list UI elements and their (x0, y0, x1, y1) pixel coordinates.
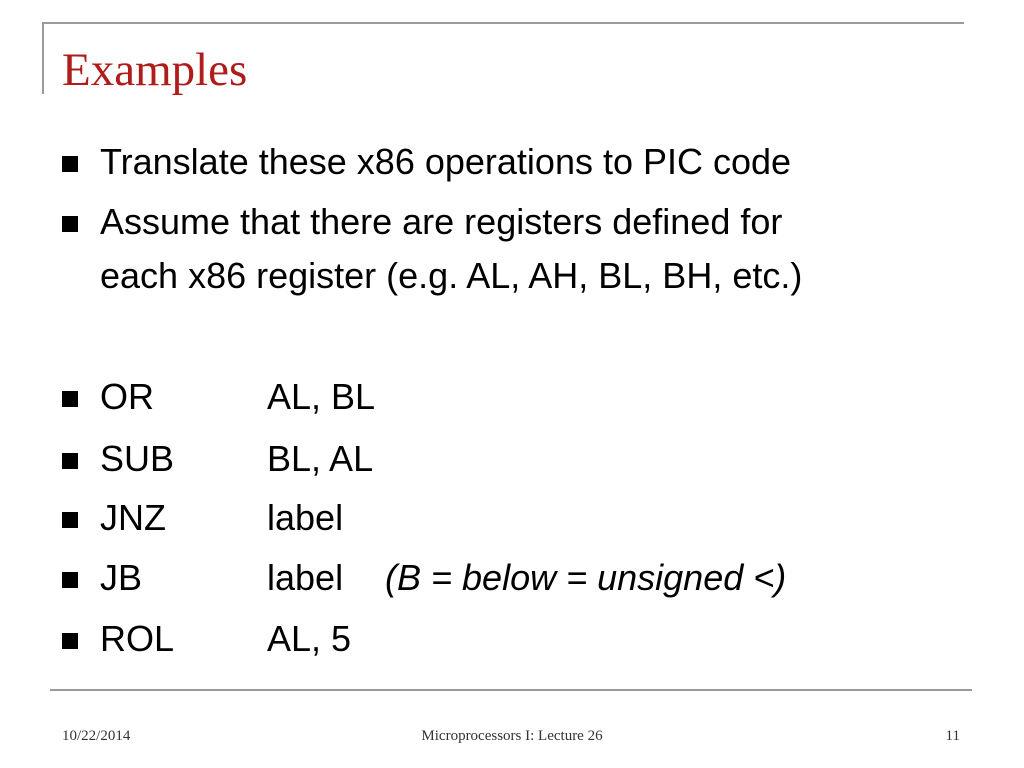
instruction-operands: AL, BL (267, 376, 376, 417)
bullet-text-line: Assume that there are registers defined for (100, 201, 783, 242)
instruction-note: (B = below = unsigned <) (385, 557, 787, 598)
instruction-mnemonic: ROL (100, 618, 175, 659)
bullet-text (100, 195, 802, 303)
bullet-square-icon (62, 391, 78, 407)
bullet-square-icon (62, 572, 78, 588)
slide-title: Examples (62, 44, 248, 96)
title-frame-left-line (42, 22, 44, 94)
title-frame-top-line (42, 22, 964, 24)
bullet-square-icon (62, 453, 78, 469)
bullet-square-icon (62, 633, 78, 649)
footer-title: Microprocessors I: Lecture 26 (421, 728, 603, 744)
instruction-operands: label (267, 557, 344, 598)
footer-date: 10/22/2014 (62, 728, 131, 744)
instruction-mnemonic: OR (100, 376, 154, 417)
instruction-operands: AL, 5 (267, 618, 352, 659)
instruction-operands: label (267, 497, 344, 538)
instruction-mnemonic: SUB (100, 438, 175, 479)
bullet-text-line: each x86 register (e.g. AL, AH, BL, BH, etc.) (100, 255, 803, 296)
bullet-square-icon (62, 512, 78, 528)
bullet-square-icon (62, 216, 78, 232)
instruction-mnemonic: JNZ (100, 497, 166, 538)
instruction-operands: BL, AL (267, 438, 374, 479)
bullet-text: Translate these x86 operations to PIC code (100, 141, 792, 182)
instruction-mnemonic: JB (100, 557, 143, 598)
footer-page-number: 11 (945, 728, 960, 744)
footer-divider (50, 689, 972, 691)
bullet-square-icon (62, 156, 78, 172)
